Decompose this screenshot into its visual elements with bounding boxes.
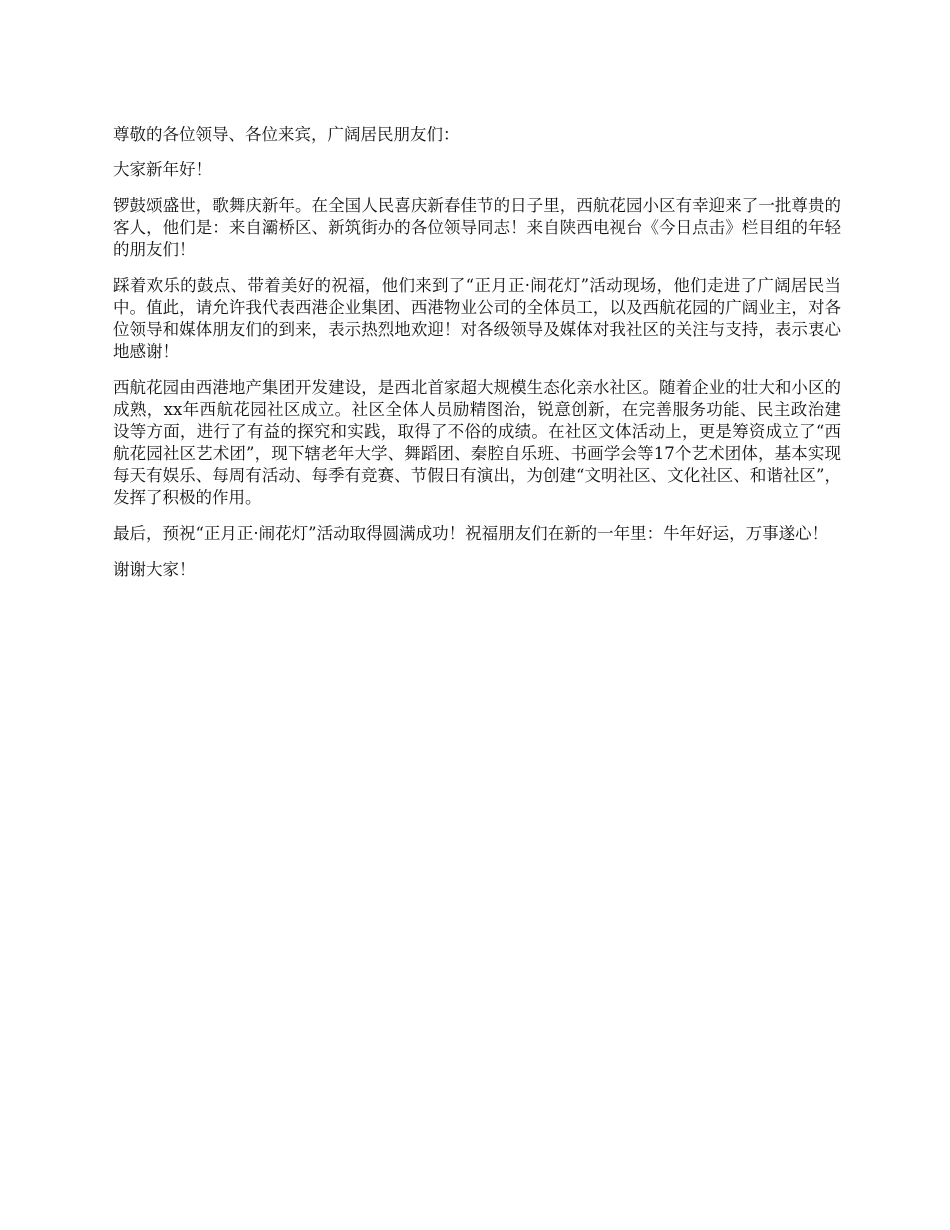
document-body <box>113 124 841 595</box>
salutation: 尊敬的各位领导、各位来宾，广阔居民朋友们： <box>113 125 460 144</box>
paragraph-welcome: 锣鼓颂盛世，歌舞庆新年。在全国人民喜庆新春佳节的日子里，西航花园小区有幸迎来了一批尊贵的客人，他们是：来自灞桥区、新筑街办的各位领导同志！来自陕西电视台《今日点击》栏目组的年轻的朋友们！ <box>113 196 841 259</box>
paragraph-community: 西航花园由西港地产集团开发建设，是西北首家超大规模生态化亲水社区。随着企业的壮大和小区的成熟，xx年西航花园社区成立。社区全体人员励精图治，锐意创新，在完善服务功能、民主政治建设等方面，进行了有益的探究和实践，取得了不俗的成绩。在社区文体活动上，更是筹资成立了“西航花园社区艺术团”，现下辖老年大学、舞蹈团、秦腔自乐班、书画学会等17个艺术团体，基本实现每天有娱乐、每周有活动、每季有竞赛、节假日有演出，为创建“文明社区、文化社区、和谐社区”，发挥了积极的作用。 <box>113 378 841 507</box>
paragraph-wishes: 最后，预祝“正月正·闹花灯”活动取得圆满成功！祝福朋友们在新的一年里：牛年好运，万事遂心！ <box>113 524 829 543</box>
greeting: 大家新年好！ <box>113 160 212 179</box>
closing: 谢谢大家！ <box>113 560 196 579</box>
paragraph-gratitude: 踩着欢乐的鼓点、带着美好的祝福，他们来到了“正月正·闹花灯”活动现场，他们走进了广阔居民当中。值此，请允许我代表西港企业集团、西港物业公司的全体员工，以及西航花园的广阔业主，对各位领导和媒体朋友们的到来，表示热烈地欢迎！对各级领导及媒体对我社区的关注与支持，表示衷心地感谢！ <box>113 276 841 361</box>
